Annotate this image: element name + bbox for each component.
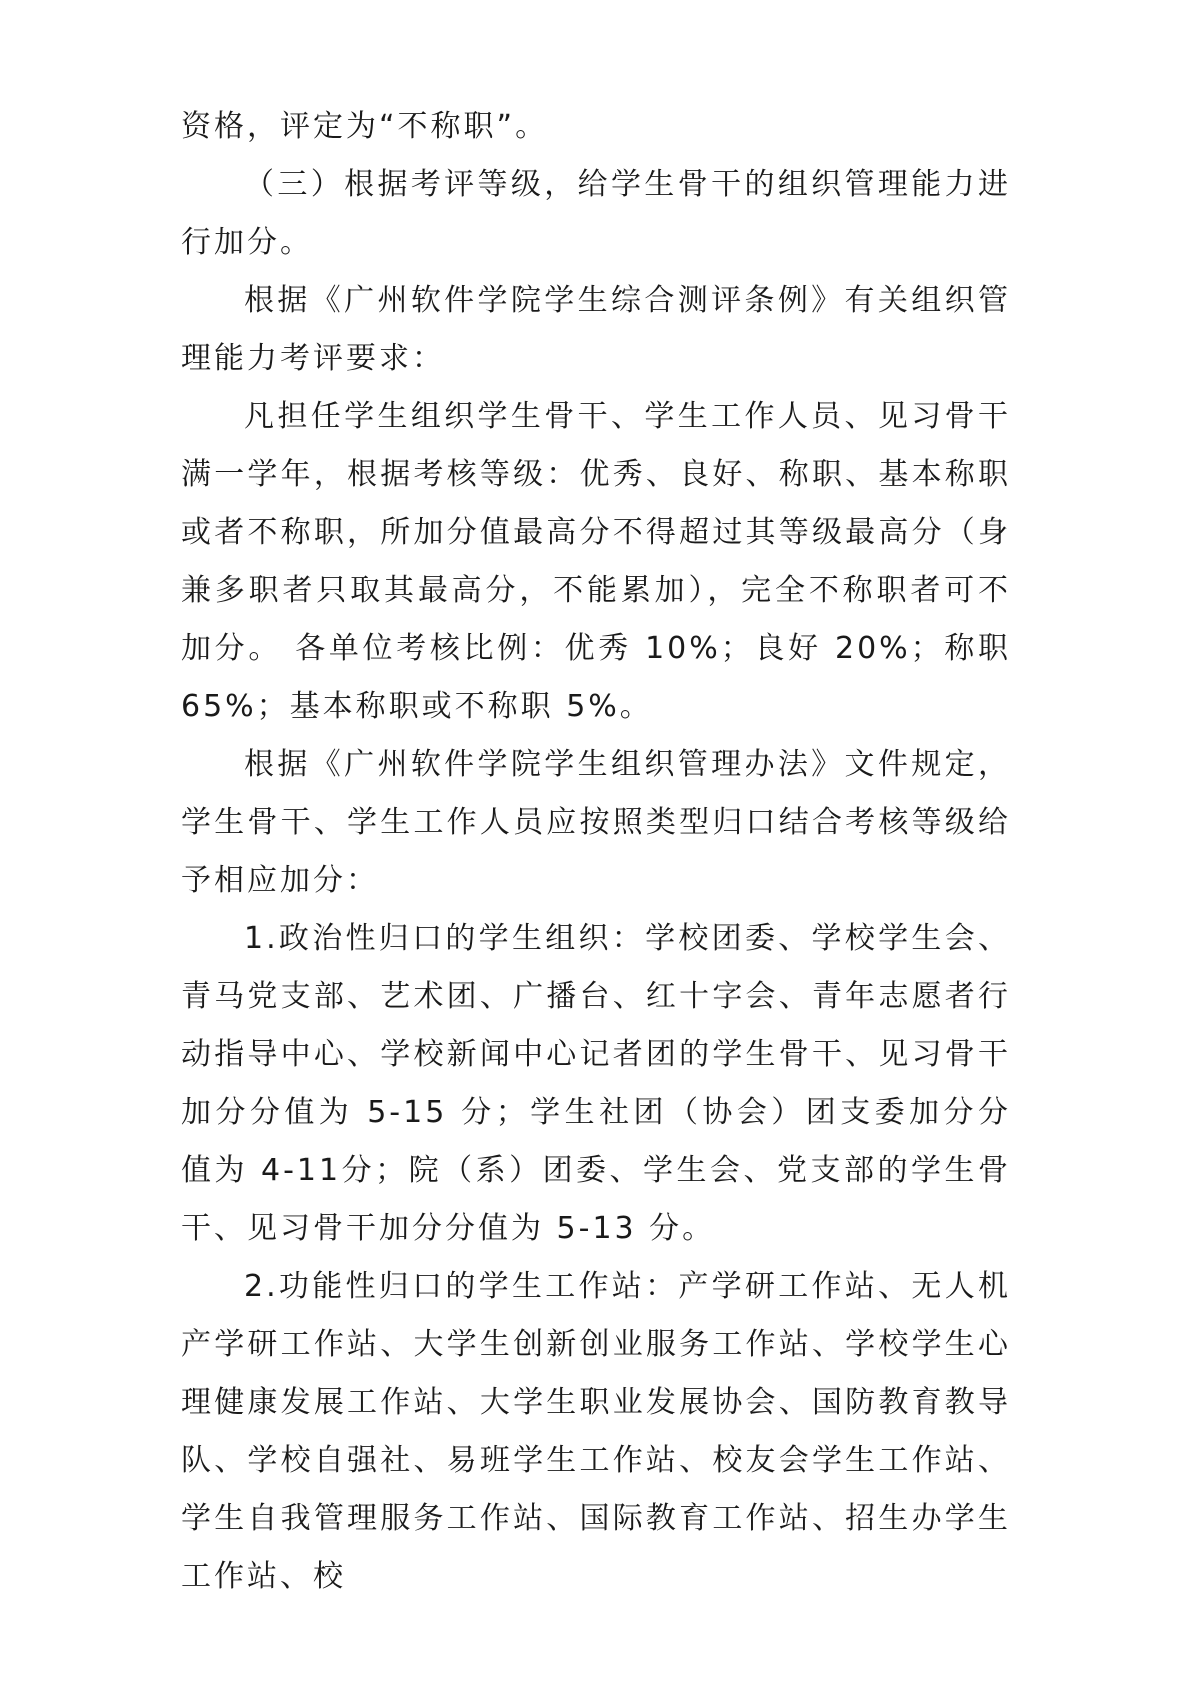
- paragraph-grading-ratio: 凡担任学生组织学生骨干、学生工作人员、见习骨干满一学年，根据考核等级：优秀、良好、称职、基本称职或者不称职，所加分值最高分不得超过其等级最高分（身兼多职者只取其最高分，不能累加），完全不称职者可不加分。 各单位考核比例：优秀 10%；良好 20%；称职 65%；基本称职或不称职 5%。: [181, 399, 1011, 724]
- paragraph-management-measures: 根据《广州软件学院学生组织管理办法》文件规定，学生骨干、学生工作人员应按照类型归口结合考核等级给予相应加分：: [181, 747, 1011, 898]
- paragraph-grade-result: 资格，评定为“不称职”。: [181, 109, 549, 144]
- paragraph-functional-workstations: 2.功能性归口的学生工作站：产学研工作站、无人机产学研工作站、大学生创新创业服务工作站、学校学生心理健康发展工作站、大学生职业发展协会、国防教育教导队、学校自强社、易班学生工作站、校友会学生工作站、学生自我管理服务工作站、国际教育工作站、招生办学生工作站、校: [181, 1269, 1011, 1594]
- paragraph-evaluation-regulation: 根据《广州软件学院学生综合测评条例》有关组织管理能力考评要求：: [181, 283, 1011, 376]
- document-body: [181, 98, 1011, 1606]
- paragraph-section-three: （三）根据考评等级，给学生骨干的组织管理能力进行加分。: [181, 167, 1011, 260]
- paragraph-political-organizations: 1.政治性归口的学生组织：学校团委、学校学生会、青马党支部、艺术团、广播台、红十字会、青年志愿者行动指导中心、学校新闻中心记者团的学生骨干、见习骨干加分分值为 5-15 分；学生社团（协会）团支委加分分值为 4-11分；院（系）团委、学生会、党支部的学生骨干、见习骨干加分分值为 5-13 分。: [181, 921, 1011, 1246]
